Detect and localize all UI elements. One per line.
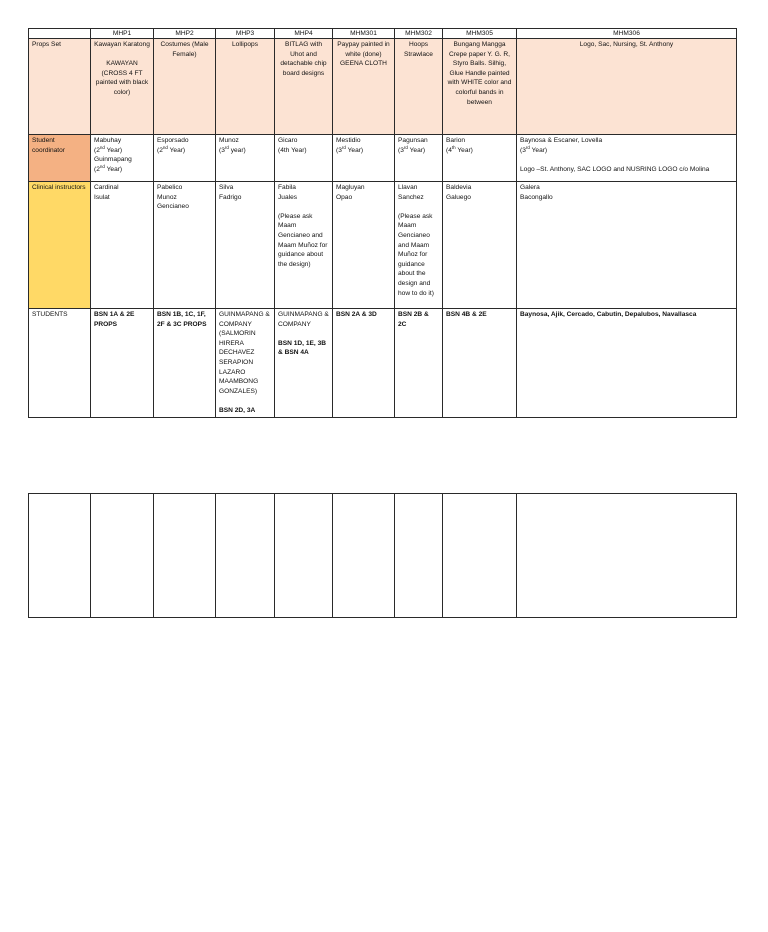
clin-mhm302: Llavan Sanchez (Please ask Maam Gencianeo and Maam Muñoz for guidance about the design and how to do it) bbox=[395, 182, 443, 309]
stud-mhp1: BSN 1A & 2E PROPS bbox=[91, 309, 154, 418]
empty-cell bbox=[395, 494, 443, 618]
props-row bbox=[29, 39, 737, 135]
students-row bbox=[29, 309, 737, 418]
empty-table bbox=[28, 493, 737, 618]
clin-mhp2: Pabelico Munoz Gencianeo bbox=[154, 182, 216, 309]
row-label-students: STUDENTS bbox=[29, 309, 91, 418]
empty-cell bbox=[275, 494, 333, 618]
header-mhp1: MHP1 bbox=[91, 29, 154, 39]
stud-mhp2: BSN 1B, 1C, 1F, 2F & 3C PROPS bbox=[154, 309, 216, 418]
empty-cell bbox=[216, 494, 275, 618]
clinical-instructors-row bbox=[29, 182, 737, 309]
coord-mhp2: Esporsado (2nd Year) bbox=[154, 135, 216, 182]
header-row bbox=[29, 29, 737, 39]
row-label-props: Props Set bbox=[29, 39, 91, 135]
coord-mhm305: Barion (4th Year) bbox=[443, 135, 517, 182]
coord-mhm306-note: Logo –St. Anthony, SAC LOGO and NUSRING LOGO c/o Molina bbox=[520, 165, 710, 173]
empty-cell bbox=[333, 494, 395, 618]
props-mhp3: Lollipops bbox=[216, 39, 275, 135]
empty-cell bbox=[443, 494, 517, 618]
clin-mhp1: Cardinal Isulat bbox=[91, 182, 154, 309]
stud-mhm302: BSN 2B & 2C bbox=[395, 309, 443, 418]
header-mhp3: MHP3 bbox=[216, 29, 275, 39]
coord-mhm302: Pagunsan (3rd Year) bbox=[395, 135, 443, 182]
empty-cell bbox=[517, 494, 737, 618]
empty-cell bbox=[29, 494, 91, 618]
header-mhm306: MHM306 bbox=[517, 29, 737, 39]
clin-mhm301: Magluyan Opao bbox=[333, 182, 395, 309]
stud-mhp4-sections: BSN 1D, 1E, 3B & BSN 4A bbox=[278, 339, 327, 357]
header-mhp4: MHP4 bbox=[275, 29, 333, 39]
props-mhp1-item: Kawayan Karatong bbox=[94, 41, 150, 48]
props-mhp2: Costumes (Male Female) bbox=[154, 39, 216, 135]
coord-mhm301: Mestidio (3rd Year) bbox=[333, 135, 395, 182]
row-label-coordinator: Student coordinator bbox=[29, 135, 91, 182]
props-mhm302: Hoops Strawlace bbox=[395, 39, 443, 135]
props-mhp1 bbox=[91, 39, 154, 135]
clin-mhm306: Galera Bacongallo bbox=[517, 182, 737, 309]
clin-mhp4-note: (Please ask Maam Gencianeo and Maam Muñoz for guidance about the design) bbox=[278, 212, 328, 268]
props-mhm301: Paypay painted in white (done) GEENA CLOTH bbox=[333, 39, 395, 135]
coord-mhm306: Baynosa & Escaner, Lovella (3rd Year) Logo –St. Anthony, SAC LOGO and NUSRING LOGO c/o Molina bbox=[517, 135, 737, 182]
props-mhm305: Bungang Mangga Crepe paper Y. G. R, Styro Balls. Silhig, Glue Handle painted with WHITE color and colorful bands in between bbox=[443, 39, 517, 135]
coord-mhp4: Gicaro (4th Year) bbox=[275, 135, 333, 182]
header-mhm302: MHM302 bbox=[395, 29, 443, 39]
row-label-clinical: Clinical instructors bbox=[29, 182, 91, 309]
header-mhm301: MHM301 bbox=[333, 29, 395, 39]
stud-mhm306: Baynosa, Ajik, Cercado, Cabutin, Depalubos, Navallasca bbox=[517, 309, 737, 418]
coord-mhp1: Mabuhay (2nd Year) Guinmapang (2nd Year) bbox=[91, 135, 154, 182]
coordinator-row bbox=[29, 135, 737, 182]
props-mhp1-detail: KAWAYAN (CROSS 4 FT painted with black color) bbox=[95, 60, 149, 96]
stud-mhp3-sections: BSN 2D, 3A bbox=[219, 406, 256, 414]
clin-mhp4: Fabila Juales (Please ask Maam Gencianeo and Maam Muñoz for guidance about the design) bbox=[275, 182, 333, 309]
empty-cell bbox=[91, 494, 154, 618]
props-mhp4: BITLAG with Uhot and detachable chip board designs bbox=[275, 39, 333, 135]
coord-mhp3: Munoz (3rd year) bbox=[216, 135, 275, 182]
stud-mhp3: GUINMAPANG & COMPANY (SALMORIN HIRERA DECHAVEZ SERAPION LAZARO MAAMBONG GONZALES) BSN 2D, 3A bbox=[216, 309, 275, 418]
stud-mhm301: BSN 2A & 3D bbox=[333, 309, 395, 418]
header-cell-blank bbox=[29, 29, 91, 39]
empty-row bbox=[29, 494, 737, 618]
header-mhp2: MHP2 bbox=[154, 29, 216, 39]
stud-mhp4: GUINMAPANG & COMPANY BSN 1D, 1E, 3B & BSN 4A bbox=[275, 309, 333, 418]
clin-mhm305: Baldevia Galuego bbox=[443, 182, 517, 309]
stud-mhm305: BSN 4B & 2E bbox=[443, 309, 517, 418]
props-mhm306: Logo, Sac, Nursing, St. Anthony bbox=[517, 39, 737, 135]
clin-mhm302-note: (Please ask Maam Gencianeo and Maam Muñoz for guidance about the design and how to do it) bbox=[398, 212, 434, 297]
header-mhm305: MHM305 bbox=[443, 29, 517, 39]
props-assignment-table bbox=[28, 28, 737, 418]
clin-mhp3: Silva Fadrigo bbox=[216, 182, 275, 309]
empty-cell bbox=[154, 494, 216, 618]
